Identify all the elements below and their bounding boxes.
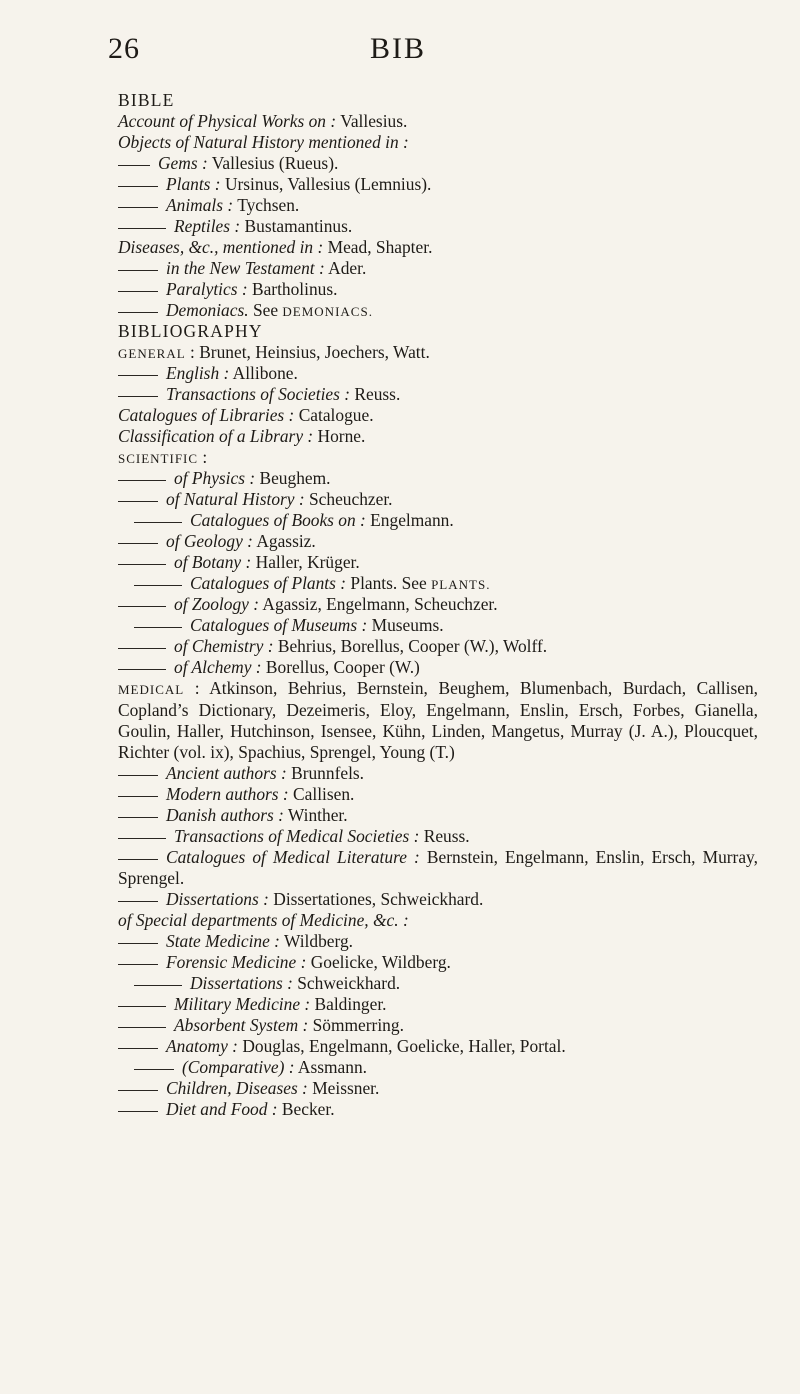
entry-topic: Catalogues of Museums : (190, 615, 368, 635)
entry-names: Assmann. (294, 1057, 367, 1077)
ditto-dash (118, 669, 166, 670)
index-entry (118, 237, 758, 258)
index-entry (118, 510, 758, 531)
index-entry (118, 826, 758, 847)
entry-names: Winther. (283, 805, 348, 825)
entry-names: Behrius, Borellus, Cooper (W.), Wolff. (273, 636, 548, 656)
entry-names: Reuss. (350, 384, 401, 404)
index-entry (118, 889, 758, 910)
ditto-dash (118, 1006, 166, 1007)
entry-names: Bartholinus. (247, 279, 338, 299)
index-subheading (118, 342, 758, 363)
entry-topic: of Zoology : (174, 594, 260, 614)
entry-topic: Animals : (166, 195, 234, 215)
entry-topic: Demoniacs. (166, 300, 249, 320)
entry-names: Douglas, Engelmann, Goelicke, Haller, Portal. (237, 1036, 566, 1056)
ditto-dash (134, 985, 182, 986)
entry-names: Ader. (324, 258, 367, 278)
index-entry (118, 279, 758, 300)
index-entry (118, 174, 758, 195)
index-entry (118, 952, 758, 973)
index-entry (118, 784, 758, 805)
index-heading: BIBLIOGRAPHY (118, 321, 263, 341)
entry-names: Ursinus, Vallesius (Lemnius). (220, 174, 432, 194)
entry-topic: Catalogues of Medical Literature : (166, 847, 420, 867)
entry-names: Bernstein, Engelmann, Enslin, Ersch, Murray, Sprengel. (118, 847, 758, 888)
entry-names: Museums. (367, 615, 444, 635)
ditto-dash (118, 564, 166, 565)
entry-topic: Transactions of Societies : (166, 384, 351, 404)
index-entry (118, 552, 758, 573)
index-entry (118, 910, 758, 931)
ditto-dash (118, 501, 158, 502)
ditto-dash (118, 165, 150, 166)
ditto-dash (118, 1090, 158, 1091)
entry-names: Sömmerring. (308, 1015, 404, 1035)
subheading-label: GENERAL (118, 346, 186, 361)
entry-names: Catalogue. (294, 405, 374, 425)
ditto-dash (134, 522, 182, 523)
entry-topic: Anatomy : (166, 1036, 238, 1056)
ditto-dash (118, 964, 158, 965)
index-subheading (118, 447, 758, 468)
ditto-dash (118, 796, 158, 797)
entry-topic: Forensic Medicine : (166, 952, 307, 972)
page-number: 26 (108, 32, 140, 65)
entry-topic: Catalogues of Libraries : (118, 405, 295, 425)
index-entry (118, 973, 758, 994)
entry-names: : Atkinson, Behrius, Bernstein, Beughem, Blumenbach, Burdach, Callisen, Copland’s Dictionary, Dezeimeris, Eloy, Engelmann, Enslin, Ersch, Forbes, Gianella, Goulin, Haller, Hutchinson, Isensee, Kühn, Linden, Mangetus, Murray (J. A.), Ploucquet, Richter (vol. ix), Spachius, Sprengel, Young (T.) (118, 678, 758, 762)
entry-topic: Catalogues of Books on : (190, 510, 366, 530)
entry-topic: in the New Testament : (166, 258, 325, 278)
entry-names: Tychsen. (233, 195, 300, 215)
index-entry (118, 300, 758, 321)
index-entry (118, 1015, 758, 1036)
entry-names: Beughem. (255, 468, 331, 488)
entry-topic: Objects of Natural History mentioned in : (118, 132, 409, 152)
entry-names: Vallesius (Rueus). (207, 153, 339, 173)
index-entry (118, 426, 758, 447)
index-entry (118, 489, 758, 510)
entry-topic: of Chemistry : (174, 636, 274, 656)
entry-names: Agassiz. (252, 531, 316, 551)
entry-topic: of Natural History : (166, 489, 305, 509)
index-entry (118, 615, 758, 636)
entry-names: Allibone. (229, 363, 298, 383)
index-entry (118, 531, 758, 552)
index-entry (118, 132, 758, 153)
subheading-label: MEDICAL (118, 682, 185, 697)
index-entry (118, 1057, 758, 1078)
page-header (0, 32, 800, 72)
entry-topic: Paralytics : (166, 279, 248, 299)
entry-names: Meissner. (307, 1078, 380, 1098)
subheading-label: SCIENTIFIC (118, 451, 199, 466)
entry-topic: of Special departments of Medicine, &c. : (118, 910, 409, 930)
entry-topic: of Alchemy : (174, 657, 262, 677)
ditto-dash (118, 270, 158, 271)
index-entry (118, 931, 758, 952)
entry-names: Becker. (277, 1099, 335, 1119)
ditto-dash (118, 291, 158, 292)
entry-topic: Children, Diseases : (166, 1078, 308, 1098)
ditto-dash (134, 1069, 174, 1070)
entry-names: Bustamantinus. (240, 216, 353, 236)
running-head: BIB (370, 32, 427, 65)
ditto-dash (118, 480, 166, 481)
ditto-dash (118, 859, 158, 860)
ditto-dash (118, 375, 158, 376)
index-entries (118, 90, 758, 1120)
ditto-dash (118, 838, 166, 839)
index-entry (118, 847, 758, 889)
ditto-dash (118, 207, 158, 208)
entry-names: Baldinger. (310, 994, 387, 1014)
entry-names: Engelmann. (365, 510, 454, 530)
entry-topic: English : (166, 363, 230, 383)
index-entry (118, 1078, 758, 1099)
entry-topic: of Botany : (174, 552, 252, 572)
entry-topic: (Comparative) : (182, 1057, 295, 1077)
entry-names: Dissertationes, Schweickhard. (268, 889, 484, 909)
index-entry (118, 573, 758, 594)
entry-names: Borellus, Cooper (W.) (261, 657, 420, 677)
index-entry (118, 1099, 758, 1120)
entry-names: Horne. (313, 426, 366, 446)
index-entry (118, 468, 758, 489)
entry-names: Goelicke, Wildberg. (306, 952, 451, 972)
index-entry (118, 384, 758, 405)
cross-reference: DEMONIACS. (282, 304, 373, 319)
index-entry (118, 363, 758, 384)
entry-topic: Reptiles : (174, 216, 241, 236)
index-entry (118, 405, 758, 426)
ditto-dash (118, 775, 158, 776)
ditto-dash (118, 1027, 166, 1028)
index-entry (118, 594, 758, 615)
entry-topic: Military Medicine : (174, 994, 311, 1014)
entry-topic: Modern authors : (166, 784, 289, 804)
entry-names: Callisen. (288, 784, 355, 804)
entry-names: See (248, 300, 283, 320)
entry-names: Brunnfels. (286, 763, 365, 783)
ditto-dash (118, 1048, 158, 1049)
ditto-dash (118, 1111, 158, 1112)
entry-topic: Plants : (166, 174, 221, 194)
index-entry (118, 1036, 758, 1057)
entry-names: Mead, Shapter. (323, 237, 433, 257)
cross-reference: PLANTS. (431, 577, 491, 592)
index-entry (118, 195, 758, 216)
entry-names: Wildberg. (279, 931, 354, 951)
index-entry (118, 258, 758, 279)
entry-names: Schweickhard. (292, 973, 401, 993)
index-entry (118, 111, 758, 132)
index-heading: BIBLE (118, 90, 175, 110)
index-entry (118, 657, 758, 678)
index-entry (118, 636, 758, 657)
entry-topic: Ancient authors : (166, 763, 287, 783)
entry-topic: Danish authors : (166, 805, 284, 825)
entry-topic: of Geology : (166, 531, 253, 551)
ditto-dash (118, 396, 158, 397)
ditto-dash (134, 585, 182, 586)
ditto-dash (118, 606, 166, 607)
index-entry (118, 994, 758, 1015)
entry-names: Agassiz, Engelmann, Scheuchzer. (259, 594, 498, 614)
ditto-dash (134, 627, 182, 628)
entry-topic: of Physics : (174, 468, 256, 488)
entry-topic: Account of Physical Works on : (118, 111, 337, 131)
index-entry (118, 805, 758, 826)
index-entry (118, 216, 758, 237)
entry-topic: Transactions of Medical Societies : (174, 826, 420, 846)
ditto-dash (118, 228, 166, 229)
entry-topic: Dissertations : (190, 973, 293, 993)
ditto-dash (118, 901, 158, 902)
ditto-dash (118, 312, 158, 313)
entry-names: Reuss. (419, 826, 470, 846)
entry-topic: Gems : (158, 153, 208, 173)
entry-names: : (198, 447, 208, 467)
index-subheading (118, 678, 758, 763)
entry-names: Haller, Krüger. (251, 552, 360, 572)
entry-topic: Dissertations : (166, 889, 269, 909)
entry-topic: Classification of a Library : (118, 426, 314, 446)
entry-names: Vallesius. (336, 111, 408, 131)
entry-topic: State Medicine : (166, 931, 280, 951)
entry-names: : Brunet, Heinsius, Joechers, Watt. (185, 342, 430, 362)
entry-topic: Diseases, &c., mentioned in : (118, 237, 324, 257)
entry-topic: Catalogues of Plants : (190, 573, 347, 593)
ditto-dash (118, 543, 158, 544)
entry-topic: Absorbent System : (174, 1015, 309, 1035)
index-entry (118, 763, 758, 784)
ditto-dash (118, 817, 158, 818)
ditto-dash (118, 648, 166, 649)
entry-names: Scheuchzer. (304, 489, 393, 509)
entry-names: Plants. See (346, 573, 432, 593)
ditto-dash (118, 186, 158, 187)
ditto-dash (118, 943, 158, 944)
index-entry (118, 153, 758, 174)
entry-topic: Diet and Food : (166, 1099, 278, 1119)
